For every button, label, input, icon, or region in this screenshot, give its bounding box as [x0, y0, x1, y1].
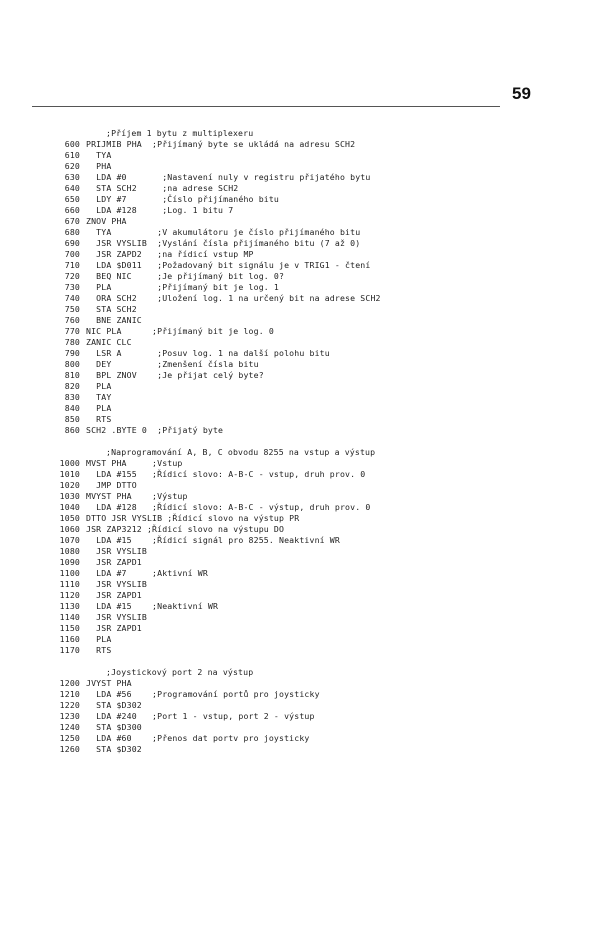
- code-line: [54, 502, 574, 513]
- line-number: 620: [64, 161, 80, 171]
- line-number: 1000: [59, 458, 80, 468]
- line-code: RTS: [86, 414, 112, 424]
- line-code: PLA: [86, 381, 112, 391]
- code-line: [54, 370, 574, 381]
- code-line: [54, 216, 574, 227]
- line-code: JMP DTTO: [86, 480, 137, 490]
- line-code: BPL ZNOV ;Je přijat celý byte?: [86, 370, 264, 380]
- section-header-text: ;Naprogramování A, B, C obvodu 8255 na vstup a výstup: [106, 447, 376, 457]
- line-code: JSR VYSLIB: [86, 612, 147, 622]
- line-code: TYA ;V akumulátoru je číslo přijímaného bitu: [86, 227, 361, 237]
- code-line: [54, 601, 574, 612]
- code-line: [54, 392, 574, 403]
- line-code: JSR VYSLIB: [86, 579, 147, 589]
- line-number: 750: [64, 304, 80, 314]
- line-number: 1060: [59, 524, 80, 534]
- code-line: [54, 205, 574, 216]
- section-header: [54, 667, 574, 678]
- line-number: 790: [64, 348, 80, 358]
- line-number: 780: [64, 337, 80, 347]
- code-line: [54, 183, 574, 194]
- line-number: 800: [64, 359, 80, 369]
- line-code: ZANIC CLC: [86, 337, 132, 347]
- code-line: [54, 623, 574, 634]
- line-code: STA SCH2: [86, 304, 137, 314]
- line-number: 1020: [59, 480, 80, 490]
- line-number: 1210: [59, 689, 80, 699]
- line-code: STA $D302: [86, 700, 142, 710]
- code-line: [54, 458, 574, 469]
- code-line: [54, 304, 574, 315]
- line-number: 1230: [59, 711, 80, 721]
- line-code: SCH2 .BYTE 0 ;Přijatý byte: [86, 425, 224, 435]
- code-line: [54, 535, 574, 546]
- line-number: 1240: [59, 722, 80, 732]
- code-line: [54, 271, 574, 282]
- line-number: 1030: [59, 491, 80, 501]
- line-code: LDA #155 ;Řídicí slovo: A-B-C - vstup, druh prov. 0: [86, 469, 366, 479]
- line-number: 1050: [59, 513, 80, 523]
- line-number: 1160: [59, 634, 80, 644]
- code-line: [54, 711, 574, 722]
- code-line: [54, 678, 574, 689]
- line-code: LDY #7 ;Číslo přijímaného bitu: [86, 194, 280, 204]
- line-code: LDA #128 ;Log. 1 bitu 7: [86, 205, 234, 215]
- line-code: LDA #15 ;Neaktivní WR: [86, 601, 219, 611]
- line-code: LSR A ;Posuv log. 1 na další polohu bitu: [86, 348, 330, 358]
- code-line: [54, 733, 574, 744]
- line-number: 810: [64, 370, 80, 380]
- section-gap: [54, 436, 574, 447]
- code-line: [54, 139, 574, 150]
- line-code: STA $D302: [86, 744, 142, 754]
- line-number: 1010: [59, 469, 80, 479]
- line-code: DTTO JSR VYSLIB ;Řídicí slovo na výstup PR: [86, 513, 300, 523]
- line-number: 710: [64, 260, 80, 270]
- code-line: [54, 491, 574, 502]
- code-line: [54, 568, 574, 579]
- line-code: LDA #7 ;Aktivní WR: [86, 568, 208, 578]
- code-line: [54, 194, 574, 205]
- line-number: 680: [64, 227, 80, 237]
- code-line: [54, 524, 574, 535]
- line-code: BEQ NIC ;Je přijímaný bit log. 0?: [86, 271, 285, 281]
- line-code: TYA: [86, 150, 112, 160]
- code-line: [54, 403, 574, 414]
- line-number: 1110: [59, 579, 80, 589]
- code-line: [54, 722, 574, 733]
- line-code: JSR ZAPD2 ;na řídicí vstup MP: [86, 249, 254, 259]
- line-code: PRIJMIB PHA ;Přijímaný byte se ukládá na adresu SCH2: [86, 139, 356, 149]
- line-code: NIC PLA ;Přijímaný bit je log. 0: [86, 326, 274, 336]
- line-code: LDA #240 ;Port 1 - vstup, port 2 - výstup: [86, 711, 315, 721]
- line-code: JVYST PHA: [86, 678, 132, 688]
- code-line: [54, 546, 574, 557]
- line-number: 820: [64, 381, 80, 391]
- line-number: 720: [64, 271, 80, 281]
- line-number: 760: [64, 315, 80, 325]
- code-line: [54, 513, 574, 524]
- line-number: 1170: [59, 645, 80, 655]
- line-number: 640: [64, 183, 80, 193]
- code-line: [54, 282, 574, 293]
- line-number: 770: [64, 326, 80, 336]
- line-code: LDA #56 ;Programování portů pro joysticky: [86, 689, 320, 699]
- line-code: LDA #60 ;Přenos dat portv pro joysticky: [86, 733, 310, 743]
- line-code: JSR VYSLIB: [86, 546, 147, 556]
- assembly-listing: [54, 128, 574, 755]
- code-line: [54, 689, 574, 700]
- code-line: [54, 700, 574, 711]
- section-header: [54, 128, 574, 139]
- line-number: 1250: [59, 733, 80, 743]
- line-code: JSR ZAPD1: [86, 623, 142, 633]
- line-code: JSR ZAP3212 ;Řídicí slovo na výstupu DO: [86, 524, 285, 534]
- code-line: [54, 634, 574, 645]
- code-line: [54, 425, 574, 436]
- line-number: 830: [64, 392, 80, 402]
- line-code: STA SCH2 ;na adrese SCH2: [86, 183, 239, 193]
- line-number: 1260: [59, 744, 80, 754]
- code-line: [54, 359, 574, 370]
- code-line: [54, 150, 574, 161]
- line-code: LDA #0 ;Nastavení nuly v registru přijatého bytu: [86, 172, 371, 182]
- line-code: LDA #15 ;Řídicí signál pro 8255. Neaktivní WR: [86, 535, 340, 545]
- code-line: [54, 348, 574, 359]
- section-header-text: ;Joystickový port 2 na výstup: [106, 667, 254, 677]
- code-line: [54, 172, 574, 183]
- line-number: 1220: [59, 700, 80, 710]
- code-line: [54, 469, 574, 480]
- line-number: 1100: [59, 568, 80, 578]
- line-number: 1140: [59, 612, 80, 622]
- line-code: JSR ZAPD1: [86, 557, 142, 567]
- code-line: [54, 557, 574, 568]
- line-number: 1080: [59, 546, 80, 556]
- code-line: [54, 381, 574, 392]
- line-code: PLA: [86, 403, 112, 413]
- line-code: MVYST PHA ;Výstup: [86, 491, 188, 501]
- line-code: LDA #128 ;Řídicí slovo: A-B-C - výstup, druh prov. 0: [86, 502, 371, 512]
- line-code: RTS: [86, 645, 112, 655]
- line-code: MVST PHA ;Vstup: [86, 458, 183, 468]
- line-code: PLA ;Přijímaný bit je log. 1: [86, 282, 280, 292]
- section-header: [54, 447, 574, 458]
- section-header-text: ;Příjem 1 bytu z multiplexeru: [106, 128, 254, 138]
- code-line: [54, 480, 574, 491]
- code-line: [54, 645, 574, 656]
- code-line: [54, 337, 574, 348]
- line-number: 740: [64, 293, 80, 303]
- code-line: [54, 315, 574, 326]
- line-code: LDA $D011 ;Požadovaný bit signálu je v TRIG1 - čtení: [86, 260, 371, 270]
- code-line: [54, 326, 574, 337]
- header-rule: [32, 106, 500, 107]
- code-line: [54, 293, 574, 304]
- line-code: DEY ;Zmenšení čísla bitu: [86, 359, 259, 369]
- line-code: ZNOV PHA: [86, 216, 127, 226]
- line-number: 660: [64, 205, 80, 215]
- line-code: BNE ZANIC: [86, 315, 142, 325]
- code-line: [54, 590, 574, 601]
- line-number: 1070: [59, 535, 80, 545]
- line-number: 860: [64, 425, 80, 435]
- line-number: 650: [64, 194, 80, 204]
- line-number: 610: [64, 150, 80, 160]
- page-number: 59: [512, 84, 531, 103]
- code-line: [54, 579, 574, 590]
- line-code: JSR VYSLIB ;Vyslání čísla přijímaného bitu (7 až 0): [86, 238, 361, 248]
- code-line: [54, 612, 574, 623]
- line-number: 630: [64, 172, 80, 182]
- line-code: ORA SCH2 ;Uložení log. 1 na určený bit na adrese SCH2: [86, 293, 381, 303]
- line-number: 700: [64, 249, 80, 259]
- code-line: [54, 744, 574, 755]
- line-number: 1150: [59, 623, 80, 633]
- code-line: [54, 227, 574, 238]
- code-line: [54, 161, 574, 172]
- line-number: 1090: [59, 557, 80, 567]
- line-number: 600: [64, 139, 80, 149]
- line-number: 1200: [59, 678, 80, 688]
- line-code: PLA: [86, 634, 112, 644]
- line-number: 690: [64, 238, 80, 248]
- line-number: 1130: [59, 601, 80, 611]
- line-code: TAY: [86, 392, 112, 402]
- code-line: [54, 260, 574, 271]
- section-gap: [54, 656, 574, 667]
- line-number: 1120: [59, 590, 80, 600]
- code-line: [54, 249, 574, 260]
- code-line: [54, 414, 574, 425]
- line-number: 850: [64, 414, 80, 424]
- code-line: [54, 238, 574, 249]
- line-number: 1040: [59, 502, 80, 512]
- line-code: STA $D300: [86, 722, 142, 732]
- line-code: PHA: [86, 161, 112, 171]
- line-number: 730: [64, 282, 80, 292]
- line-number: 670: [64, 216, 80, 226]
- line-number: 840: [64, 403, 80, 413]
- line-code: JSR ZAPD1: [86, 590, 142, 600]
